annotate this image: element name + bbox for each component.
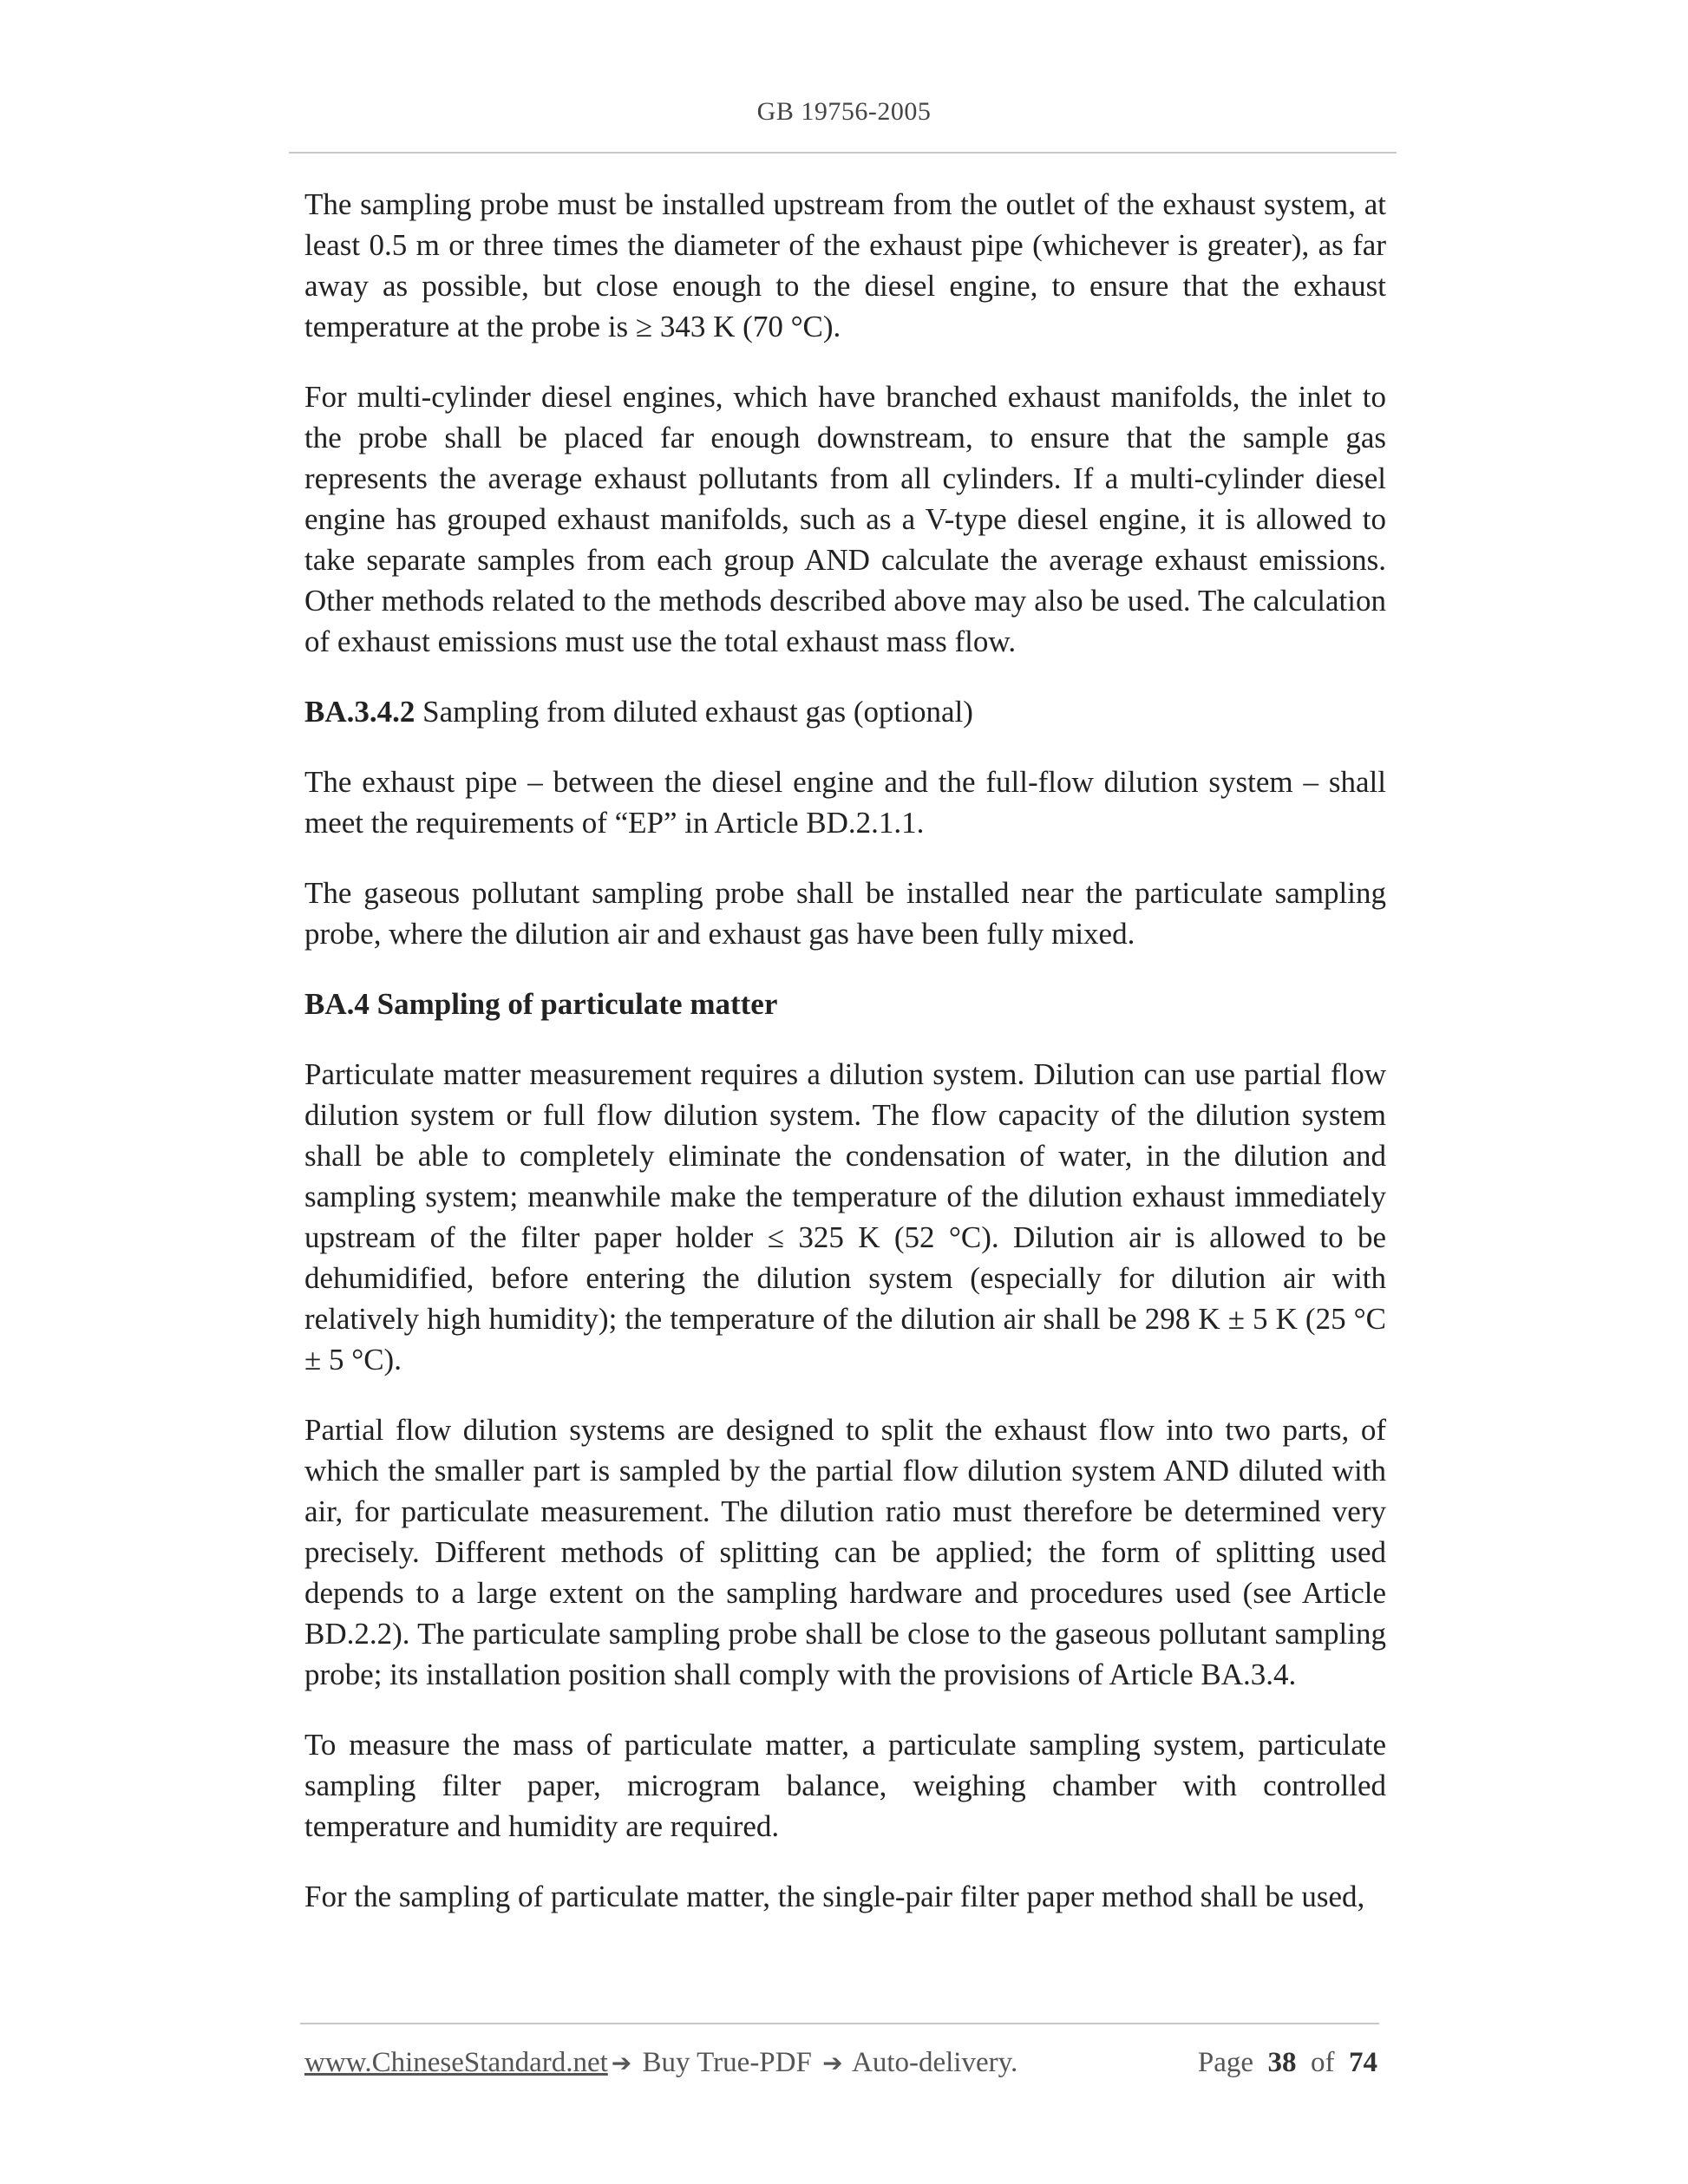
page-label: Page xyxy=(1197,2047,1253,2078)
document-header-title: GB 19756-2005 xyxy=(756,97,932,126)
arrow-right-icon: ➔ xyxy=(822,2049,843,2077)
page-indicator xyxy=(1198,2043,1377,2082)
page-current-number: 38 xyxy=(1267,2047,1297,2078)
subsection-number: BA.3.4.2 xyxy=(304,695,415,729)
paragraph-dilution-system: Particulate matter measurement requires a dilution system. Dilution can use partial flow dilution system or full flow dilution system. The flow capacity of the dilution system shall be able to completely eliminate the condensation of water, in the dilution and sampling system; meanwhile make the temperature of the dilution exhaust immediately upstream of the filter paper holder ≤ 325 K (52 °C). Dilution air is allowed to be dehumidified, before entering the dilution system (especially for dilution air with relatively high humidity); the temperature of the dilution air shall be 298 K ± 5 K (25 °C ± 5 °C). xyxy=(304,1057,1386,1376)
paragraph-gaseous-probe: The gaseous pollutant sampling probe shall be installed near the particulate sampling probe, where the dilution air and exhaust gas have been fully mixed. xyxy=(304,876,1386,951)
page-total-number: 74 xyxy=(1349,2047,1377,2078)
footer-buy-text: Buy True-PDF xyxy=(635,2047,820,2078)
header-divider xyxy=(289,152,1397,154)
section-heading-ba4: BA.4 Sampling of particulate matter xyxy=(304,987,778,1021)
paragraph-multi-cylinder: For multi-cylinder diesel engines, which have branched exhaust manifolds, the inlet to the probe shall be placed far enough downstream, to ensure that the sample gas represents the average exhaust pollutants from all cylinders. If a multi-cylinder diesel engine has grouped exhaust manifolds, such as a V-type diesel engine, it is allowed to take separate samples from each group AND calculate the average exhaust emissions. Other methods related to the methods described above may also be used. The calculation of exhaust emissions must use the total exhaust mass flow. xyxy=(304,380,1386,658)
paragraph-particulate-mass: To measure the mass of particulate matter, a particulate sampling system, particulate sampling filter paper, microgram balance, weighing chamber with controlled temperature and humidity are required. xyxy=(304,1728,1386,1843)
paragraph-exhaust-pipe: The exhaust pipe – between the diesel engine and the full-flow dilution system – shall meet the requirements of “EP” in Article BD.2.1.1. xyxy=(304,765,1386,840)
footer-divider xyxy=(300,2023,1379,2024)
paragraph-probe-installation: The sampling probe must be installed upstream from the outlet of the exhaust system, at least 0.5 m or three times the diameter of the exhaust pipe (whichever is greater), as far away as possible, but close enough to the diesel engine, to ensure that the exhaust temperature at the probe is ≥ 343 K (70 °C). xyxy=(304,187,1386,343)
chinesestandard-link[interactable]: www.ChineseStandard.net xyxy=(304,2047,608,2078)
subsection-title: Sampling from diluted exhaust gas (optional) xyxy=(415,695,973,729)
page-of-label: of xyxy=(1311,2047,1335,2078)
subsection-heading-ba342 xyxy=(304,691,1386,732)
paragraph-single-pair-filter: For the sampling of particulate matter, the single-pair filter paper method shall be used, xyxy=(304,1880,1365,1913)
arrow-right-icon: ➔ xyxy=(611,2049,632,2077)
footer-delivery-text: Auto-delivery. xyxy=(846,2047,1018,2078)
paragraph-partial-flow: Partial flow dilution systems are designed to split the exhaust flow into two parts, of which the smaller part is sampled by the partial flow dilution system AND diluted with air, for particulate measurement. The dilution ratio must therefore be determined very precisely. Different methods of splitting can be applied; the form of splitting used depends to a large extent on the sampling hardware and procedures used (see Article BD.2.2). The particulate sampling probe shall be close to the gaseous pollutant sampling probe; its installation position shall comply with the provisions of Article BA.3.4. xyxy=(304,1413,1386,1691)
document-body xyxy=(304,184,1386,1917)
footer-promo xyxy=(304,2043,1017,2083)
